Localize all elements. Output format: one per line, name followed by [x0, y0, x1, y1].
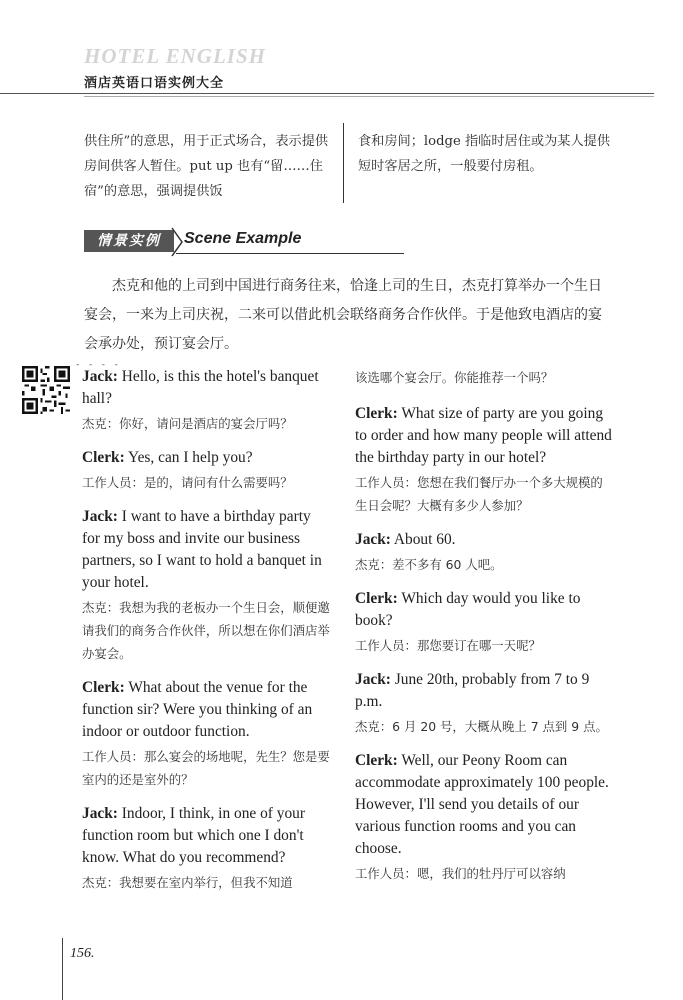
dialogue-line-en: [82, 447, 332, 469]
chinese-translation: 工作人员：那么宴会的场地呢，先生？您是要室内的还是室外的？: [82, 749, 330, 787]
scene-heading: [84, 227, 404, 257]
dialogue-entry: [355, 588, 615, 657]
dialogue-line-en: [82, 506, 332, 594]
dialogue-entry: [355, 529, 615, 576]
scene-underline: [176, 253, 404, 254]
running-header-english: HOTEL ENGLISH: [84, 44, 266, 68]
dialogue-column-right: [355, 366, 615, 897]
english-line: Yes, can I help you?: [124, 449, 253, 466]
chinese-translation-continued: 该选哪个宴会厅。你能推荐一个吗？: [355, 370, 554, 385]
dialogue-entry: [355, 750, 615, 885]
dialogue-entry: [355, 403, 615, 517]
chinese-translation: 工作人员：那您要订在哪一天呢？: [355, 638, 541, 653]
chinese-translation: 工作人员：您想在我们餐厅办一个多大规模的生日会呢？大概有多少人参加？: [355, 475, 603, 513]
english-line: Indoor, I think, in one of your function room but which one I don't know. What do you recommend?: [82, 805, 305, 866]
running-header-chinese: 酒店英语口语实例大全: [84, 76, 225, 91]
dialogue-line-en: [355, 403, 615, 469]
scene-intro-paragraph: 杰克和他的上司到中国进行商务往来，恰逢上司的生日，杰克打算举办一个生日宴会，一来为上司庆祝，二来可以借此机会联络商务合作伙伴。于是他致电酒店的宴会承办处，预订宴会厅。: [84, 278, 602, 352]
dialogue-entry: [82, 506, 332, 665]
speaker-name: Clerk:: [355, 405, 398, 422]
chinese-translation: 杰克：6 月 20 号，大概从晚上 7 点到 9 点。: [355, 719, 608, 734]
scene-title: Scene Example: [184, 230, 302, 247]
chinese-translation: 杰克：我想为我的老板办一个生日会，顺便邀请我们的商务合作伙伴，所以想在你们酒店举办宴会。: [82, 600, 330, 661]
speaker-name: Jack:: [82, 805, 118, 822]
speaker-name: Jack:: [82, 508, 118, 525]
dialogue-entry: [82, 447, 332, 494]
speaker-name: Jack:: [82, 368, 118, 385]
dialogue-entry: [82, 677, 332, 791]
speaker-name: Clerk:: [82, 679, 125, 696]
dialogue-column-left: [82, 366, 332, 906]
chinese-translation: 工作人员：是的，请问有什么需要吗？: [82, 475, 293, 490]
dialogue-entry: [355, 669, 615, 738]
chinese-translation: 杰克：你好，请问是酒店的宴会厅吗？: [82, 416, 293, 431]
qr-dash-marker: - - - -: [75, 360, 120, 370]
qr-code-icon: [22, 366, 70, 414]
dialogue-entry: [82, 803, 332, 894]
dialogue-line-en: [355, 669, 615, 713]
english-line: What size of party are you going to order and how many people will attend the birthday party in our hotel?: [355, 405, 612, 466]
speaker-name: Jack:: [355, 671, 391, 688]
top-text-left: 供住所”的意思，用于正式场合，表示提供房间供客人暂住。put up 也有“留……住宿”的意思，强调提供饭: [84, 134, 329, 199]
speaker-name: Jack:: [355, 531, 391, 548]
header-rule-thin: [84, 96, 654, 97]
english-line: June 20th, probably from 7 to 9 p.m.: [355, 671, 590, 710]
page-number: 156.: [70, 946, 95, 961]
column-divider: [343, 123, 344, 203]
speaker-name: Clerk:: [355, 590, 398, 607]
speaker-name: Clerk:: [355, 752, 398, 769]
dialogue-line-en: [355, 750, 615, 860]
english-line: About 60.: [390, 531, 456, 548]
dialogue-line-en: [82, 803, 332, 869]
top-text-right: 食和房间；lodge 指临时居住或为某人提供短时客居之所，一般要付房租。: [358, 134, 611, 174]
english-line: What about the venue for the function sir? Were you thinking of an indoor or outdoor function.: [82, 679, 313, 740]
dialogue-line-en: [82, 366, 332, 410]
footer-rule: [62, 938, 63, 1000]
english-line: Well, our Peony Room can accommodate approximately 100 people. However, I'll send you details of our various function rooms and you can choose.: [355, 752, 609, 857]
dialogue-entry: [82, 366, 332, 435]
english-line: Which day would you like to book?: [355, 590, 581, 629]
dialogue-line-en: [355, 588, 615, 632]
chinese-translation: 杰克：我想要在室内举行，但我不知道: [82, 875, 293, 890]
english-line: Hello, is this the hotel's banquet hall?: [82, 368, 319, 407]
english-line: I want to have a birthday party for my boss and invite our business partners, so I want to hold a banquet in your hotel.: [82, 508, 322, 591]
header-rule: [0, 93, 654, 94]
chinese-translation: 工作人员：嗯，我们的牡丹厅可以容纳: [355, 866, 566, 881]
speaker-name: Clerk:: [82, 449, 125, 466]
scene-badge: 情景实例: [84, 230, 174, 252]
dialogue-line-en: [82, 677, 332, 743]
chinese-translation: 杰克：差不多有 60 人吧。: [355, 557, 503, 572]
dialogue-line-en: [355, 529, 615, 551]
